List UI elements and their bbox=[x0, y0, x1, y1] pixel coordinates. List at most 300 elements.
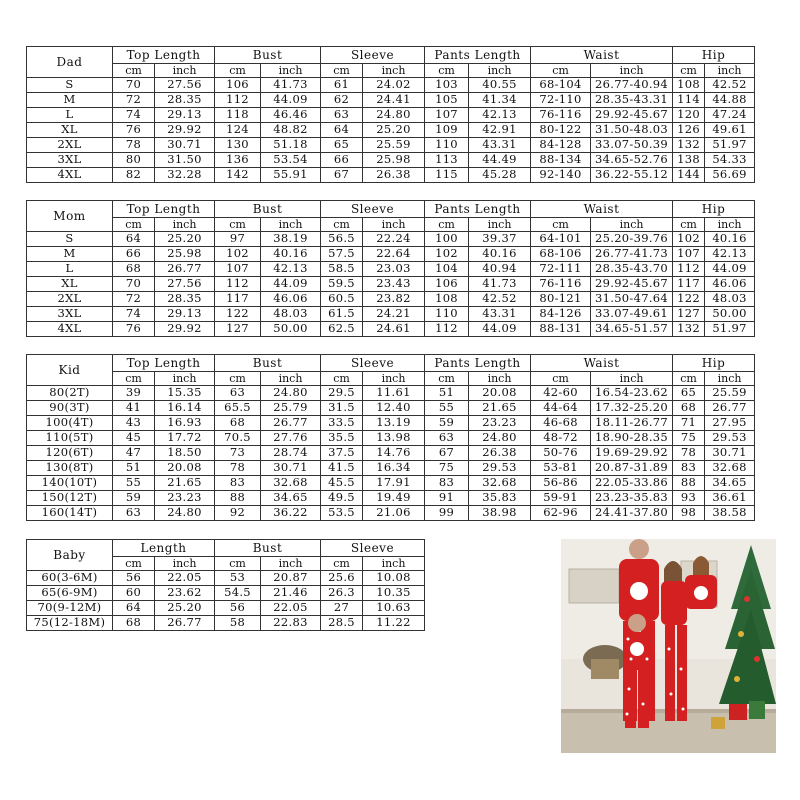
measurement-cell: 117 bbox=[673, 277, 705, 292]
unit-cm-header: cm bbox=[321, 557, 363, 571]
size-label: S bbox=[27, 232, 113, 247]
measurement-cell: 25.59 bbox=[363, 138, 425, 153]
column-header: Waist bbox=[531, 201, 673, 218]
measurement-cell: 49.61 bbox=[705, 123, 755, 138]
measurement-cell: 115 bbox=[425, 168, 469, 183]
measurement-cell: 127 bbox=[673, 307, 705, 322]
measurement-cell: 24.80 bbox=[469, 431, 531, 446]
table-row bbox=[27, 307, 755, 322]
measurement-cell: 36.61 bbox=[705, 491, 755, 506]
unit-inch-header: inch bbox=[155, 372, 215, 386]
unit-cm-header: cm bbox=[215, 557, 261, 571]
measurement-cell: 42.13 bbox=[705, 247, 755, 262]
measurement-cell: 45.5 bbox=[321, 476, 363, 491]
measurement-cell: 64 bbox=[113, 601, 155, 616]
measurement-cell: 31.50-47.64 bbox=[591, 292, 673, 307]
measurement-cell: 106 bbox=[215, 78, 261, 93]
measurement-cell: 29.92-45.67 bbox=[591, 277, 673, 292]
table-row bbox=[27, 138, 755, 153]
measurement-cell: 31.50-48.03 bbox=[591, 123, 673, 138]
measurement-cell: 26.3 bbox=[321, 586, 363, 601]
column-header: Waist bbox=[531, 355, 673, 372]
table-row bbox=[27, 277, 755, 292]
measurement-cell: 59.5 bbox=[321, 277, 363, 292]
measurement-cell: 60 bbox=[113, 586, 155, 601]
size-group-label: Mom bbox=[27, 201, 113, 232]
measurement-cell: 83 bbox=[425, 476, 469, 491]
measurement-cell: 16.14 bbox=[155, 401, 215, 416]
column-header: Length bbox=[113, 540, 215, 557]
measurement-cell: 23.23 bbox=[155, 491, 215, 506]
measurement-cell: 72 bbox=[113, 93, 155, 108]
measurement-cell: 25.20-39.76 bbox=[591, 232, 673, 247]
measurement-cell: 44.09 bbox=[705, 262, 755, 277]
measurement-cell: 44.49 bbox=[469, 153, 531, 168]
measurement-cell: 65 bbox=[321, 138, 363, 153]
measurement-cell: 23.82 bbox=[363, 292, 425, 307]
measurement-cell: 53 bbox=[215, 571, 261, 586]
measurement-cell: 105 bbox=[425, 93, 469, 108]
column-header: Bust bbox=[215, 47, 321, 64]
table-row bbox=[27, 108, 755, 123]
measurement-cell: 132 bbox=[673, 138, 705, 153]
table-row bbox=[27, 461, 755, 476]
measurement-cell: 104 bbox=[425, 262, 469, 277]
measurement-cell: 88 bbox=[673, 476, 705, 491]
size-label: 60(3-6M) bbox=[27, 571, 113, 586]
measurement-cell: 24.80 bbox=[155, 506, 215, 521]
measurement-cell: 57.5 bbox=[321, 247, 363, 262]
measurement-cell: 63 bbox=[425, 431, 469, 446]
measurement-cell: 42.13 bbox=[469, 108, 531, 123]
measurement-cell: 78 bbox=[113, 138, 155, 153]
size-label: 150(12T) bbox=[27, 491, 113, 506]
measurement-cell: 84-126 bbox=[531, 307, 591, 322]
measurement-cell: 31.5 bbox=[321, 401, 363, 416]
size-label: 80(2T) bbox=[27, 386, 113, 401]
measurement-cell: 28.35 bbox=[155, 292, 215, 307]
measurement-cell: 41.5 bbox=[321, 461, 363, 476]
unit-cm-header: cm bbox=[673, 218, 705, 232]
measurement-cell: 138 bbox=[673, 153, 705, 168]
measurement-cell: 32.68 bbox=[261, 476, 321, 491]
measurement-cell: 32.68 bbox=[705, 461, 755, 476]
measurement-cell: 29.13 bbox=[155, 108, 215, 123]
measurement-cell: 124 bbox=[215, 123, 261, 138]
measurement-cell: 56.5 bbox=[321, 232, 363, 247]
measurement-cell: 11.22 bbox=[363, 616, 425, 631]
measurement-cell: 67 bbox=[425, 446, 469, 461]
measurement-cell: 107 bbox=[425, 108, 469, 123]
size-label: 70(9-12M) bbox=[27, 601, 113, 616]
measurement-cell: 22.05 bbox=[155, 571, 215, 586]
measurement-cell: 43 bbox=[113, 416, 155, 431]
measurement-cell: 80 bbox=[113, 153, 155, 168]
size-label: 160(14T) bbox=[27, 506, 113, 521]
measurement-cell: 16.54-23.62 bbox=[591, 386, 673, 401]
baby-size-table bbox=[26, 539, 425, 631]
unit-cm-header: cm bbox=[215, 218, 261, 232]
measurement-cell: 72-110 bbox=[531, 93, 591, 108]
measurement-cell: 40.16 bbox=[469, 247, 531, 262]
measurement-cell: 40.16 bbox=[261, 247, 321, 262]
measurement-cell: 22.83 bbox=[261, 616, 321, 631]
measurement-cell: 59-91 bbox=[531, 491, 591, 506]
table-row bbox=[27, 93, 755, 108]
measurement-cell: 51.18 bbox=[261, 138, 321, 153]
measurement-cell: 27.76 bbox=[261, 431, 321, 446]
column-header: Pants Length bbox=[425, 201, 531, 218]
size-label: XL bbox=[27, 277, 113, 292]
measurement-cell: 45.28 bbox=[469, 168, 531, 183]
measurement-cell: 62 bbox=[321, 93, 363, 108]
size-label: 140(10T) bbox=[27, 476, 113, 491]
unit-cm-header: cm bbox=[113, 218, 155, 232]
measurement-cell: 31.50 bbox=[155, 153, 215, 168]
measurement-cell: 59 bbox=[425, 416, 469, 431]
measurement-cell: 22.24 bbox=[363, 232, 425, 247]
measurement-cell: 23.43 bbox=[363, 277, 425, 292]
measurement-cell: 20.08 bbox=[155, 461, 215, 476]
measurement-cell: 28.5 bbox=[321, 616, 363, 631]
measurement-cell: 30.71 bbox=[155, 138, 215, 153]
measurement-cell: 10.63 bbox=[363, 601, 425, 616]
measurement-cell: 56.69 bbox=[705, 168, 755, 183]
measurement-cell: 25.79 bbox=[261, 401, 321, 416]
measurement-cell: 44.09 bbox=[261, 277, 321, 292]
measurement-cell: 47 bbox=[113, 446, 155, 461]
measurement-cell: 42.13 bbox=[261, 262, 321, 277]
measurement-cell: 108 bbox=[673, 78, 705, 93]
size-label: 4XL bbox=[27, 168, 113, 183]
measurement-cell: 46.46 bbox=[261, 108, 321, 123]
measurement-cell: 24.41-37.80 bbox=[591, 506, 673, 521]
measurement-cell: 107 bbox=[673, 247, 705, 262]
unit-cm-header: cm bbox=[531, 372, 591, 386]
size-label: 3XL bbox=[27, 153, 113, 168]
measurement-cell: 27.56 bbox=[155, 277, 215, 292]
unit-inch-header: inch bbox=[155, 218, 215, 232]
table-row bbox=[27, 168, 755, 183]
measurement-cell: 25.20 bbox=[155, 601, 215, 616]
measurement-cell: 78 bbox=[673, 446, 705, 461]
measurement-cell: 45 bbox=[113, 431, 155, 446]
measurement-cell: 24.21 bbox=[363, 307, 425, 322]
measurement-cell: 68 bbox=[113, 262, 155, 277]
measurement-cell: 108 bbox=[425, 292, 469, 307]
measurement-cell: 25.20 bbox=[363, 123, 425, 138]
measurement-cell: 53.5 bbox=[321, 506, 363, 521]
measurement-cell: 66 bbox=[113, 247, 155, 262]
measurement-cell: 36.22-55.12 bbox=[591, 168, 673, 183]
measurement-cell: 26.77 bbox=[261, 416, 321, 431]
measurement-cell: 80-122 bbox=[531, 123, 591, 138]
table-row bbox=[27, 78, 755, 93]
measurement-cell: 106 bbox=[425, 277, 469, 292]
measurement-cell: 88-134 bbox=[531, 153, 591, 168]
measurement-cell: 72 bbox=[113, 292, 155, 307]
column-header: Bust bbox=[215, 355, 321, 372]
measurement-cell: 142 bbox=[215, 168, 261, 183]
unit-inch-header: inch bbox=[469, 218, 531, 232]
measurement-cell: 20.87-31.89 bbox=[591, 461, 673, 476]
measurement-cell: 46-68 bbox=[531, 416, 591, 431]
measurement-cell: 122 bbox=[673, 292, 705, 307]
measurement-cell: 64-101 bbox=[531, 232, 591, 247]
unit-inch-header: inch bbox=[705, 372, 755, 386]
measurement-cell: 55 bbox=[425, 401, 469, 416]
measurement-cell: 132 bbox=[673, 322, 705, 337]
mom-size-table bbox=[26, 200, 755, 337]
table-row bbox=[27, 586, 425, 601]
measurement-cell: 112 bbox=[673, 262, 705, 277]
measurement-cell: 43.31 bbox=[469, 307, 531, 322]
measurement-cell: 42.52 bbox=[469, 292, 531, 307]
unit-cm-header: cm bbox=[425, 218, 469, 232]
measurement-cell: 42.52 bbox=[705, 78, 755, 93]
measurement-cell: 18.50 bbox=[155, 446, 215, 461]
measurement-cell: 27.56 bbox=[155, 78, 215, 93]
measurement-cell: 49.5 bbox=[321, 491, 363, 506]
measurement-cell: 13.98 bbox=[363, 431, 425, 446]
measurement-cell: 50.00 bbox=[705, 307, 755, 322]
size-group-label: Kid bbox=[27, 355, 113, 386]
measurement-cell: 55.91 bbox=[261, 168, 321, 183]
measurement-cell: 72-111 bbox=[531, 262, 591, 277]
measurement-cell: 29.92 bbox=[155, 123, 215, 138]
measurement-cell: 92 bbox=[215, 506, 261, 521]
measurement-cell: 38.19 bbox=[261, 232, 321, 247]
unit-inch-header: inch bbox=[155, 64, 215, 78]
measurement-cell: 53-81 bbox=[531, 461, 591, 476]
measurement-cell: 83 bbox=[215, 476, 261, 491]
measurement-cell: 27 bbox=[321, 601, 363, 616]
unit-inch-header: inch bbox=[261, 64, 321, 78]
measurement-cell: 126 bbox=[673, 123, 705, 138]
measurement-cell: 74 bbox=[113, 307, 155, 322]
measurement-cell: 25.59 bbox=[705, 386, 755, 401]
measurement-cell: 33.07-49.61 bbox=[591, 307, 673, 322]
measurement-cell: 62-96 bbox=[531, 506, 591, 521]
unit-cm-header: cm bbox=[531, 64, 591, 78]
measurement-cell: 82 bbox=[113, 168, 155, 183]
measurement-cell: 18.90-28.35 bbox=[591, 431, 673, 446]
measurement-cell: 102 bbox=[215, 247, 261, 262]
unit-inch-header: inch bbox=[155, 557, 215, 571]
measurement-cell: 110 bbox=[425, 138, 469, 153]
measurement-cell: 63 bbox=[215, 386, 261, 401]
measurement-cell: 47.24 bbox=[705, 108, 755, 123]
measurement-cell: 40.55 bbox=[469, 78, 531, 93]
measurement-cell: 21.06 bbox=[363, 506, 425, 521]
size-label: 2XL bbox=[27, 292, 113, 307]
measurement-cell: 60.5 bbox=[321, 292, 363, 307]
measurement-cell: 65.5 bbox=[215, 401, 261, 416]
unit-cm-header: cm bbox=[425, 372, 469, 386]
measurement-cell: 68-104 bbox=[531, 78, 591, 93]
unit-inch-header: inch bbox=[469, 372, 531, 386]
measurement-cell: 53.54 bbox=[261, 153, 321, 168]
measurement-cell: 38.98 bbox=[469, 506, 531, 521]
column-header: Pants Length bbox=[425, 47, 531, 64]
measurement-cell: 112 bbox=[215, 277, 261, 292]
measurement-cell: 51 bbox=[113, 461, 155, 476]
size-group-label: Baby bbox=[27, 540, 113, 571]
measurement-cell: 34.65-51.57 bbox=[591, 322, 673, 337]
measurement-cell: 21.65 bbox=[469, 401, 531, 416]
measurement-cell: 19.69-29.92 bbox=[591, 446, 673, 461]
measurement-cell: 76 bbox=[113, 123, 155, 138]
measurement-cell: 58 bbox=[215, 616, 261, 631]
measurement-cell: 22.05 bbox=[261, 601, 321, 616]
measurement-cell: 56 bbox=[113, 571, 155, 586]
measurement-cell: 24.80 bbox=[261, 386, 321, 401]
measurement-cell: 18.11-26.77 bbox=[591, 416, 673, 431]
measurement-cell: 24.80 bbox=[363, 108, 425, 123]
unit-cm-header: cm bbox=[113, 557, 155, 571]
measurement-cell: 48.82 bbox=[261, 123, 321, 138]
unit-cm-header: cm bbox=[673, 372, 705, 386]
unit-inch-header: inch bbox=[261, 218, 321, 232]
measurement-cell: 136 bbox=[215, 153, 261, 168]
measurement-cell: 33.07-50.39 bbox=[591, 138, 673, 153]
measurement-cell: 120 bbox=[673, 108, 705, 123]
unit-inch-header: inch bbox=[363, 557, 425, 571]
measurement-cell: 64 bbox=[321, 123, 363, 138]
measurement-cell: 67 bbox=[321, 168, 363, 183]
measurement-cell: 16.93 bbox=[155, 416, 215, 431]
measurement-cell: 15.35 bbox=[155, 386, 215, 401]
kid-size-table bbox=[26, 354, 755, 521]
table-row bbox=[27, 571, 425, 586]
unit-inch-header: inch bbox=[591, 218, 673, 232]
measurement-cell: 92-140 bbox=[531, 168, 591, 183]
measurement-cell: 63 bbox=[321, 108, 363, 123]
table-row bbox=[27, 123, 755, 138]
size-label: S bbox=[27, 78, 113, 93]
measurement-cell: 29.5 bbox=[321, 386, 363, 401]
unit-cm-header: cm bbox=[321, 372, 363, 386]
column-header: Sleeve bbox=[321, 355, 425, 372]
measurement-cell: 19.49 bbox=[363, 491, 425, 506]
column-header: Sleeve bbox=[321, 47, 425, 64]
measurement-cell: 37.5 bbox=[321, 446, 363, 461]
size-label: 90(3T) bbox=[27, 401, 113, 416]
table-row bbox=[27, 416, 755, 431]
measurement-cell: 39.37 bbox=[469, 232, 531, 247]
measurement-cell: 25.98 bbox=[155, 247, 215, 262]
measurement-cell: 54.5 bbox=[215, 586, 261, 601]
measurement-cell: 42.91 bbox=[469, 123, 531, 138]
measurement-cell: 78 bbox=[215, 461, 261, 476]
measurement-cell: 118 bbox=[215, 108, 261, 123]
unit-inch-header: inch bbox=[705, 64, 755, 78]
unit-inch-header: inch bbox=[591, 64, 673, 78]
measurement-cell: 35.83 bbox=[469, 491, 531, 506]
measurement-cell: 28.35-43.70 bbox=[591, 262, 673, 277]
column-header: Pants Length bbox=[425, 355, 531, 372]
unit-inch-header: inch bbox=[705, 218, 755, 232]
size-group-label: Dad bbox=[27, 47, 113, 78]
measurement-cell: 70.5 bbox=[215, 431, 261, 446]
measurement-cell: 76-116 bbox=[531, 108, 591, 123]
measurement-cell: 26.38 bbox=[363, 168, 425, 183]
measurement-cell: 43.31 bbox=[469, 138, 531, 153]
unit-inch-header: inch bbox=[363, 372, 425, 386]
measurement-cell: 41.34 bbox=[469, 93, 531, 108]
measurement-cell: 122 bbox=[215, 307, 261, 322]
measurement-cell: 61.5 bbox=[321, 307, 363, 322]
measurement-cell: 27.95 bbox=[705, 416, 755, 431]
measurement-cell: 22.05-33.86 bbox=[591, 476, 673, 491]
measurement-cell: 71 bbox=[673, 416, 705, 431]
measurement-cell: 58.5 bbox=[321, 262, 363, 277]
measurement-cell: 34.65-52.76 bbox=[591, 153, 673, 168]
table-row bbox=[27, 616, 425, 631]
measurement-cell: 88-131 bbox=[531, 322, 591, 337]
measurement-cell: 73 bbox=[215, 446, 261, 461]
measurement-cell: 44.09 bbox=[469, 322, 531, 337]
measurement-cell: 68-106 bbox=[531, 247, 591, 262]
measurement-cell: 28.35 bbox=[155, 93, 215, 108]
measurement-cell: 25.6 bbox=[321, 571, 363, 586]
unit-cm-header: cm bbox=[425, 64, 469, 78]
measurement-cell: 64 bbox=[113, 232, 155, 247]
measurement-cell: 38.58 bbox=[705, 506, 755, 521]
measurement-cell: 110 bbox=[425, 307, 469, 322]
measurement-cell: 48.03 bbox=[261, 307, 321, 322]
measurement-cell: 16.34 bbox=[363, 461, 425, 476]
size-label: 120(6T) bbox=[27, 446, 113, 461]
column-header: Top Length bbox=[113, 201, 215, 218]
size-label: 110(5T) bbox=[27, 431, 113, 446]
measurement-cell: 26.77 bbox=[155, 262, 215, 277]
measurement-cell: 59 bbox=[113, 491, 155, 506]
column-header: Hip bbox=[673, 201, 755, 218]
measurement-cell: 24.41 bbox=[363, 93, 425, 108]
measurement-cell: 26.77 bbox=[705, 401, 755, 416]
measurement-cell: 28.74 bbox=[261, 446, 321, 461]
measurement-cell: 20.87 bbox=[261, 571, 321, 586]
unit-cm-header: cm bbox=[113, 372, 155, 386]
measurement-cell: 41.73 bbox=[469, 277, 531, 292]
dad-size-table bbox=[26, 46, 755, 183]
measurement-cell: 91 bbox=[425, 491, 469, 506]
measurement-cell: 114 bbox=[673, 93, 705, 108]
measurement-cell: 74 bbox=[113, 108, 155, 123]
measurement-cell: 23.03 bbox=[363, 262, 425, 277]
measurement-cell: 61 bbox=[321, 78, 363, 93]
table-row bbox=[27, 401, 755, 416]
measurement-cell: 23.23 bbox=[469, 416, 531, 431]
measurement-cell: 17.32-25.20 bbox=[591, 401, 673, 416]
measurement-cell: 56 bbox=[215, 601, 261, 616]
measurement-cell: 97 bbox=[215, 232, 261, 247]
measurement-cell: 88 bbox=[215, 491, 261, 506]
column-header: Sleeve bbox=[321, 540, 425, 557]
measurement-cell: 30.71 bbox=[705, 446, 755, 461]
measurement-cell: 99 bbox=[425, 506, 469, 521]
measurement-cell: 24.61 bbox=[363, 322, 425, 337]
size-label: 3XL bbox=[27, 307, 113, 322]
measurement-cell: 10.08 bbox=[363, 571, 425, 586]
measurement-cell: 84-128 bbox=[531, 138, 591, 153]
size-label: 100(4T) bbox=[27, 416, 113, 431]
measurement-cell: 21.65 bbox=[155, 476, 215, 491]
table-row bbox=[27, 431, 755, 446]
size-label: L bbox=[27, 262, 113, 277]
measurement-cell: 54.33 bbox=[705, 153, 755, 168]
